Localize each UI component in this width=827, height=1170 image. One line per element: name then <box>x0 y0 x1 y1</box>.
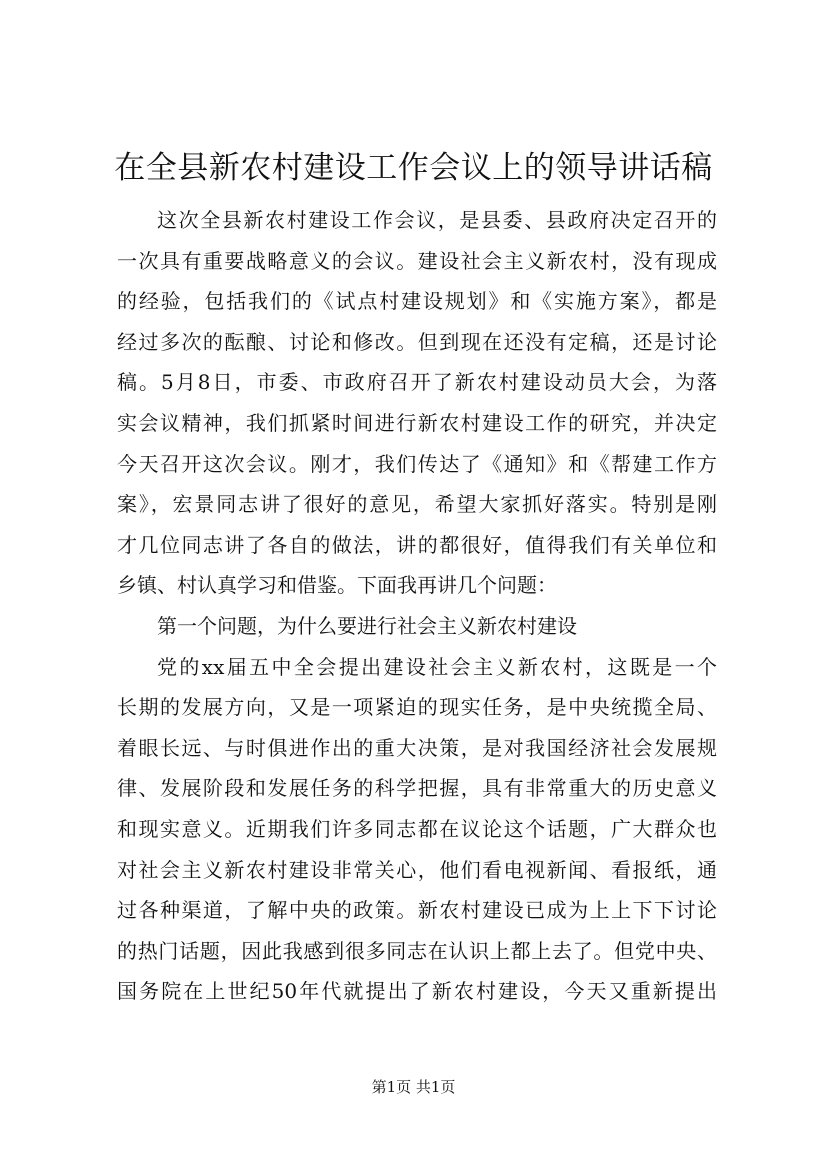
text-line: 过各种渠道，了解中央的政策。新农村建设已成为上上下下讨论 <box>117 898 717 923</box>
text-line: 着眼长远、与时俱进作出的重大决策，是对我国经济社会发展规 <box>117 735 717 760</box>
text-line: 经过多次的酝酿、讨论和修改。但到现在还没有定稿，还是讨论 <box>117 329 717 354</box>
text-line: 的经验，包括我们的《试点村建设规划》和《实施方案》，都是 <box>117 289 717 314</box>
text-line: 今天召开这次会议。刚才，我们传达了《通知》和《帮建工作方 <box>117 451 717 476</box>
text-line: 对社会主义新农村建设非常关心，他们看电视新闻、看报纸，通 <box>117 857 717 882</box>
document-body <box>117 200 717 1012</box>
text-line: 律、发展阶段和发展任务的科学把握，具有非常重大的历史意义 <box>117 776 717 801</box>
text-line: 第一个问题，为什么要进行社会主义新农村建设 <box>157 613 577 638</box>
text-line: 的热门话题，因此我感到很多同志在认识上都上去了。但党中央、 <box>117 938 717 963</box>
text-line: 案》，宏景同志讲了很好的意见，希望大家抓好落实。特别是刚 <box>117 492 717 517</box>
text-line: 乡镇、村认真学习和借鉴。下面我再讲几个问题： <box>117 573 557 598</box>
text-line: 和现实意义。近期我们许多同志都在议论这个话题，广大群众也 <box>117 816 717 841</box>
text-line: 稿。5月8日，市委、市政府召开了新农村建设动员大会，为落 <box>117 370 717 395</box>
text-line: 实会议精神，我们抓紧时间进行新农村建设工作的研究，并决定 <box>117 410 717 435</box>
page-footer: 第1页 共1页 <box>371 1078 456 1096</box>
text-line: 长期的发展方向，又是一项紧迫的现实任务，是中央统揽全局、 <box>117 695 717 720</box>
text-line: 党的xx届五中全会提出建设社会主义新农村，这既是一个 <box>157 654 717 679</box>
text-line: 国务院在上世纪50年代就提出了新农村建设，今天又重新提出 <box>117 979 717 1004</box>
text-line: 才几位同志讲了各自的做法，讲的都很好，值得我们有关单位和 <box>117 532 717 557</box>
text-line: 这次全县新农村建设工作会议，是县委、县政府决定召开的 <box>157 208 717 232</box>
text-line: 一次具有重要战略意义的会议。建设社会主义新农村，没有现成 <box>117 248 717 273</box>
page-title: 在全县新农村建设工作会议上的领导讲话稿 <box>114 150 713 186</box>
